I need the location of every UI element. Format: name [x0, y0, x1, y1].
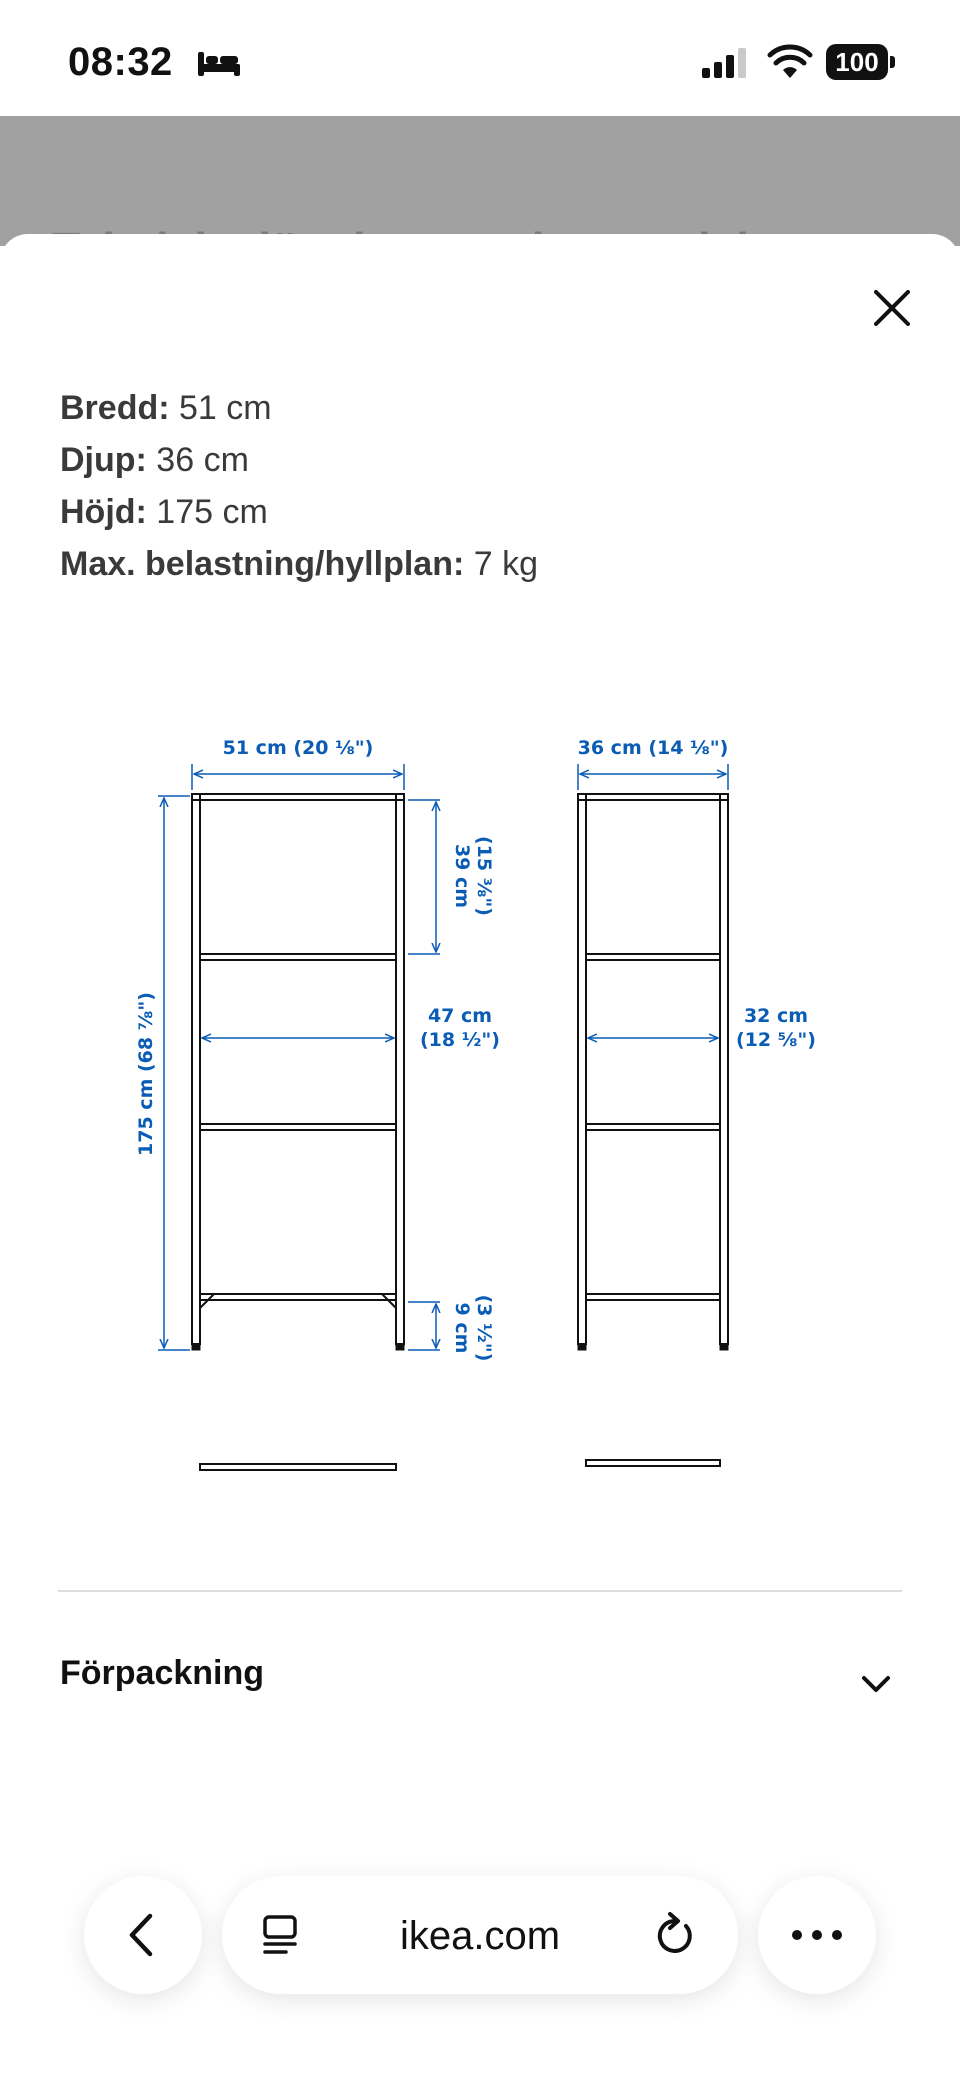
dimension-drawing: [100, 654, 900, 1454]
front-height-label: 175 cm (68 ⅞"): [135, 992, 157, 1156]
spec-max-load: Max. belastning/hyllplan: 7 kg: [60, 545, 538, 583]
more-options-button[interactable]: [758, 1876, 876, 1994]
battery-icon: [826, 44, 898, 82]
shelf-gap-label: 39 cm: [451, 843, 473, 909]
page-backdrop: [0, 116, 960, 246]
status-bar: [0, 0, 960, 116]
spec-height: Höjd: 175 cm: [60, 493, 268, 531]
side-view: [578, 794, 728, 1466]
front-width-label: 51 cm (20 ⅛"): [222, 737, 374, 759]
status-time: 08:32: [68, 40, 173, 84]
ellipsis-icon: [790, 1928, 844, 1942]
spec-list: [60, 382, 538, 590]
wifi-icon: [768, 44, 812, 80]
address-bar[interactable]: [222, 1876, 738, 1994]
shelf-gap-label-inch: (15 ⅜"): [473, 836, 495, 916]
bottom-gap-label: 9 cm: [451, 1302, 473, 1354]
front-view: [192, 794, 404, 1470]
side-depth-label: 36 cm (14 ⅛"): [577, 737, 729, 759]
inner-depth-label: 32 cm: [743, 1005, 809, 1027]
inner-width-label-inch: (18 ½"): [420, 1029, 500, 1051]
inner-width-label: 47 cm: [427, 1005, 493, 1027]
packaging-title: Förpackning: [60, 1654, 265, 1692]
section-divider: [58, 1590, 902, 1592]
chevron-down-icon[interactable]: [858, 1666, 894, 1702]
close-icon[interactable]: [866, 282, 918, 334]
packaging-accordion[interactable]: [58, 1654, 902, 1714]
spec-width: Bredd: 51 cm: [60, 389, 272, 427]
back-button[interactable]: [84, 1876, 202, 1994]
measurements-sheet: [0, 234, 960, 2078]
battery-level: 100: [826, 44, 888, 80]
browser-toolbar: [0, 1860, 960, 2020]
sleep-focus-icon: [196, 48, 242, 78]
url-text: ikea.com: [399, 1914, 561, 1958]
bottom-gap-label-inch: (3 ½"): [473, 1294, 495, 1362]
inner-depth-label-inch: (12 ⅝"): [736, 1029, 816, 1051]
cellular-signal-icon: [700, 46, 750, 80]
reload-icon[interactable]: [652, 1912, 696, 1958]
spec-depth: Djup: 36 cm: [60, 441, 249, 479]
chevron-left-icon: [124, 1912, 160, 1958]
